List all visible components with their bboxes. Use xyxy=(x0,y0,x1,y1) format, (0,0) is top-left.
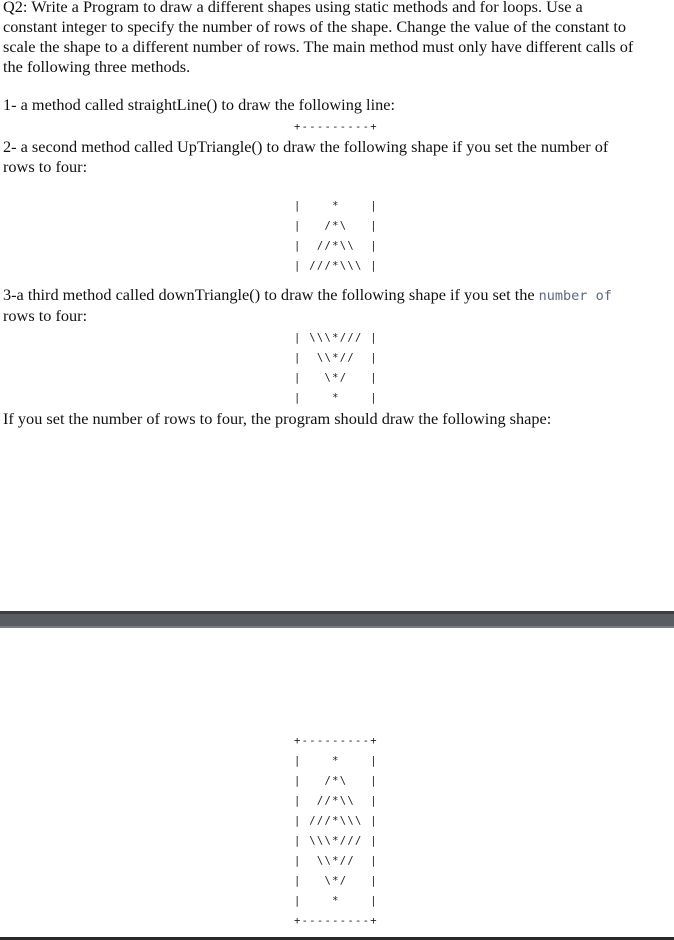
intro-line: the following three methods. xyxy=(3,57,191,76)
up-triangle-shape: | * | | /*\ | | //*\\ | | ///*\\\ | xyxy=(294,200,378,272)
intro-line: scale the shape to a different number of rows. The main method must only have different calls of xyxy=(3,37,634,56)
method1-description: 1- a method called straightLine() to draw the following line: xyxy=(3,95,395,114)
method3-line-text: 3-a third method called downTriangle() to draw the following shape if you set the xyxy=(3,285,535,304)
method2-line: 2- a second method called UpTriangle() to draw the following shape if you set the number of xyxy=(3,137,609,156)
method3-line xyxy=(3,285,671,306)
page-break-bar xyxy=(0,611,674,628)
final-shape: +---------+ | * | | /*\ | | //*\\ | | ///*\\\ | | \\\*/// | | \\*// | | \*/ | | * | +---------+ xyxy=(294,735,378,927)
down-triangle-shape: | \\\*/// | | \\*// | | \*/ | | * | xyxy=(294,332,378,404)
final-description: If you set the number of rows to four, the program should draw the following shape: xyxy=(3,409,552,428)
method2-line: rows to four: xyxy=(3,157,88,176)
method3-description xyxy=(3,285,671,326)
straight-line-shape: +---------+ xyxy=(294,121,378,133)
intro-line: constant integer to specify the number of rows of the shape. Change the value of the constant to xyxy=(3,17,627,36)
method3-inline-code: number of xyxy=(538,288,612,304)
intro-line: Q2: Write a Program to draw a different shapes using static methods and for loops. Use a xyxy=(3,0,583,16)
method3-line: rows to four: xyxy=(3,306,88,325)
method2-description xyxy=(3,137,671,177)
question-intro xyxy=(3,0,671,77)
